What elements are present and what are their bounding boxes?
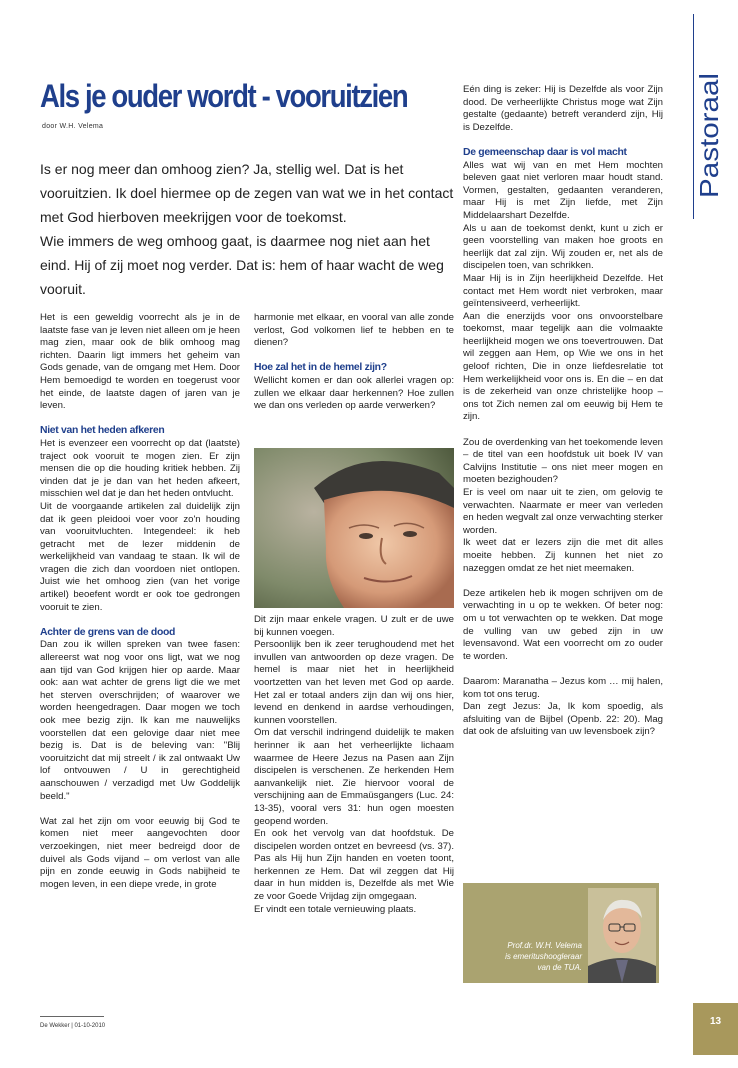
subheading: Hoe zal het in de hemel zijn?: [254, 362, 387, 374]
paragraph: Uit de voorgaande artikelen zal duidelijk zijn dat ik geen pleidooi voer voor zo'n houding van vooruitvluchten. Integendeel: ik heb getracht met de lezer middenin de werkelijkheid van vandaag te staan. Ik wil de vragen die zich dan voordoen niet ontlopen. Juist wie het omhoog zien (van het vorige artikel) beoefent wordt er ook toe gedrongen vooruit te zien.: [40, 500, 240, 613]
caption-line: van de TUA.: [537, 963, 582, 972]
paragraph: Het is een geweldig voorrecht als je in de laatste fase van je leven niet alleen om je heen mag zien, maar ook de blik omhoog mag richten. Daarin ligt immers het geheim van Gods genade, van de omgang met Hem. Door Hem bemoedigd te worden en toegerust voor het einde, de laatste dagen of jaren van je leven.: [40, 312, 240, 412]
svg-text:Pastoraal: Pastoraal: [694, 88, 724, 198]
subheading: Niet van het heden afkeren: [40, 425, 165, 437]
intro: [40, 157, 456, 301]
paragraph: Er is veel om naar uit te zien, om gelovig te verwachten. Naarmate er meer van verleden en heden wegvalt zal onze verwachting sterker worden.: [463, 487, 663, 536]
paragraph: Er vindt een totale vernieuwing plaats.: [254, 903, 417, 915]
column-3: [463, 84, 663, 739]
paragraph: Zou de overdenking van het toekomende leven – de titel van een hoofdstuk uit boek IV van Calvijns Institutie – ons niet meer mogen en moeten bezighouden?: [463, 436, 664, 486]
author-caption: [470, 940, 582, 973]
paragraph: En ook het vervolg van dat hoofdstuk. De discipelen worden ontzet en bevreesd (vs. 37). Pas als Hij hun Zijn handen en voeten toont, herkennen ze Hem. Dat wil zeggen dat Hij daar in hun midden is, Dezelfde als met Wie ze voor Goede Vrijdag zijn omgegaan.: [254, 828, 454, 903]
subheading: De gemeenschap daar is vol macht: [463, 146, 627, 158]
elderly-man-photo: [254, 448, 454, 608]
paragraph: Dit zijn maar enkele vragen. U zult er de uwe bij kunnen voegen.: [254, 614, 454, 638]
column-1: [40, 312, 240, 891]
paragraph: Persoonlijk ben ik zeer terughoudend met het invullen van antwoorden op deze vragen. De hemel is maar niet het in heerlijkheid voortzetten van het leven met God op aarde. Het zal er totaal anders zijn dan wij ons hier, levend en denkend in aardse verhoudingen, kunnen voorstellen.: [254, 639, 454, 726]
paragraph: Om dat verschil indringend duidelijk te maken herinner ik aan het verheerlijkte lichaam waarmee de Heere Jezus na Pasen aan Zijn discipelen is verschenen. Ze herkenden Hem aanvankelijk niet. Zie hiervoor vooral de verschijning aan de Emmaüsgangers (Luc. 24: 13-35), vooral vers 31: hun ogen moesten geopend worden.: [254, 727, 454, 827]
paragraph: Wat zal het zijn om voor eeuwig bij God te komen niet meer aangevochten door verzoekingen, niet meer bedreigd door de duivel als Gods vijand – om verlost van alle pijn en zonde eeuwig in Gods nabijheid te mogen leven, in een diepe vrede, in grote: [40, 815, 240, 890]
page-number: 13: [693, 1003, 738, 1055]
paragraph: Eén ding is zeker: Hij is Dezelfde als voor Zijn dood. De verheerlijkte Christus moge wat Zijn gestalte (gedaante) betreft veranderd zijn, Hij is Dezelfde.: [463, 84, 663, 133]
footer-text: De Wekker | 01-10-2010: [40, 1023, 106, 1029]
paragraph: Dan zou ik willen spreken van twee fasen: allereerst wat nog voor ons ligt, wat we nog aan tijd van God krijgen hier op aarde. Maar ook: aan wat achter de grens ligt die we met het sterven overschrijden; of waarover we worden heengedragen. Daar mogen we toch ook mee bezig zijn. Ik kan me nauwelijks voorstellen dat een gelovige daar niet mee bezig is. Dat is de beleving van: "Blij vooruitzicht dat mij streelt / ik zal ontwaakt Uw lof ontvouwen / U in gerechtigheid aanschouwen / verzadigd met Uw Goddelijk beeld.": [40, 639, 240, 802]
caption-line: Prof.dr. W.H. Velema: [507, 941, 582, 950]
paragraph: Wellicht komen er dan ook allerlei vragen op: zullen we elkaar daar herkennen? Hoe zullen we dan ons verleden op aarde verwerken?: [254, 374, 454, 412]
paragraph: Daarom: Maranatha – Jezus kom … mij halen, kom tot ons terug.: [463, 675, 663, 700]
intro-paragraph: Wie immers de weg omhoog gaat, is daarmee nog niet aan het eind. Hij of zij moet nog verder. Dat is: hem of haar wacht de weg vooruit.: [40, 233, 444, 297]
paragraph: Als u aan de toekomst denkt, kunt u zich er geen voorstelling van maken hoe groots en heerlijk dat zal zijn. Wij zouden er, net als de discipelen toen, van schrikken.: [463, 222, 663, 272]
paragraph: Aan die enerzijds voor ons onvoorstelbare toekomst, maar tegelijk aan die volmaakte heerlijkheid mogen we ons toevertrouwen. Dat wil zeggen aan Hem, op Wie we ons in het geloof richten, Die in onze liefdesrelatie tot Hem werkelijkheid voor ons is. En die – en dat is de zekerheid van onze christelijke hoop – ons tot Zich nemen zal om eeuwig bij Hem te zijn.: [463, 310, 663, 423]
paragraph: harmonie met elkaar, en vooral van alle zonde verlost, God volkomen lief te hebben en te dienen?: [254, 312, 454, 349]
paragraph: Ik weet dat er lezers zijn die met dit alles moeite hebben. Zij kunnen het niet zo nazeggen omdat ze het niet meemaken.: [463, 537, 663, 574]
paragraph: Dan zegt Jezus: Ja, Ik kom spoedig, als afsluiting van de Bijbel (Openb. 22: 20). Mag dat ook de afsluiting van uw levensboek zijn?: [463, 701, 663, 738]
author-portrait: [588, 888, 656, 983]
byline: door W.H. Velema: [42, 123, 104, 130]
subheading: Achter de grens van de dood: [40, 626, 176, 638]
paragraph: Maar Hij is in Zijn heerlijkheid Dezelfde. Het contact met Hem wordt niet verbroken, maar geïntensiveerd, verheerlijkt.: [463, 272, 663, 310]
paragraph: Het is evenzeer een voorrecht op dat (laatste) traject ook vooruit te mogen zien. Er zijn mensen die op die houding kritiek hebben. Zij vinden dat je je dan van het heden afkeert, misschien wel dat je dan het heden ontvlucht.: [40, 437, 240, 500]
intro-paragraph: Is er nog meer dan omhoog zien? Ja, stellig wel. Dat is het vooruitzien. Ik doel hiermee op de zegen van wat we in het contact met God hierboven meekrijgen voor de toekomst.: [40, 161, 454, 225]
section-label: [690, 70, 728, 200]
footer-rule: [40, 1016, 104, 1017]
column-2: [254, 312, 454, 413]
caption-line: is emeritushoogleraar: [505, 952, 582, 961]
column-2-continued: [254, 614, 454, 916]
paragraph: Deze artikelen heb ik mogen schrijven om de verwachting in u op te wekken. Of beter nog: om u tot verwachten op te wekken. Dat moge de vulling van uw gebed zijn in uw levensavond. Wat een voorrecht om zo ouder te worden.: [463, 587, 663, 662]
paragraph: Alles wat wij van en met Hem mochten beleven gaat niet verloren maar houdt stand. Vormen, gestalten, gedaanten veranderen, maar Hij is met Zijn liefde, met Zijn Middelaarshart Dezelfde.: [463, 159, 663, 221]
article-title: Als je ouder wordt - vooruitzien: [40, 78, 408, 114]
